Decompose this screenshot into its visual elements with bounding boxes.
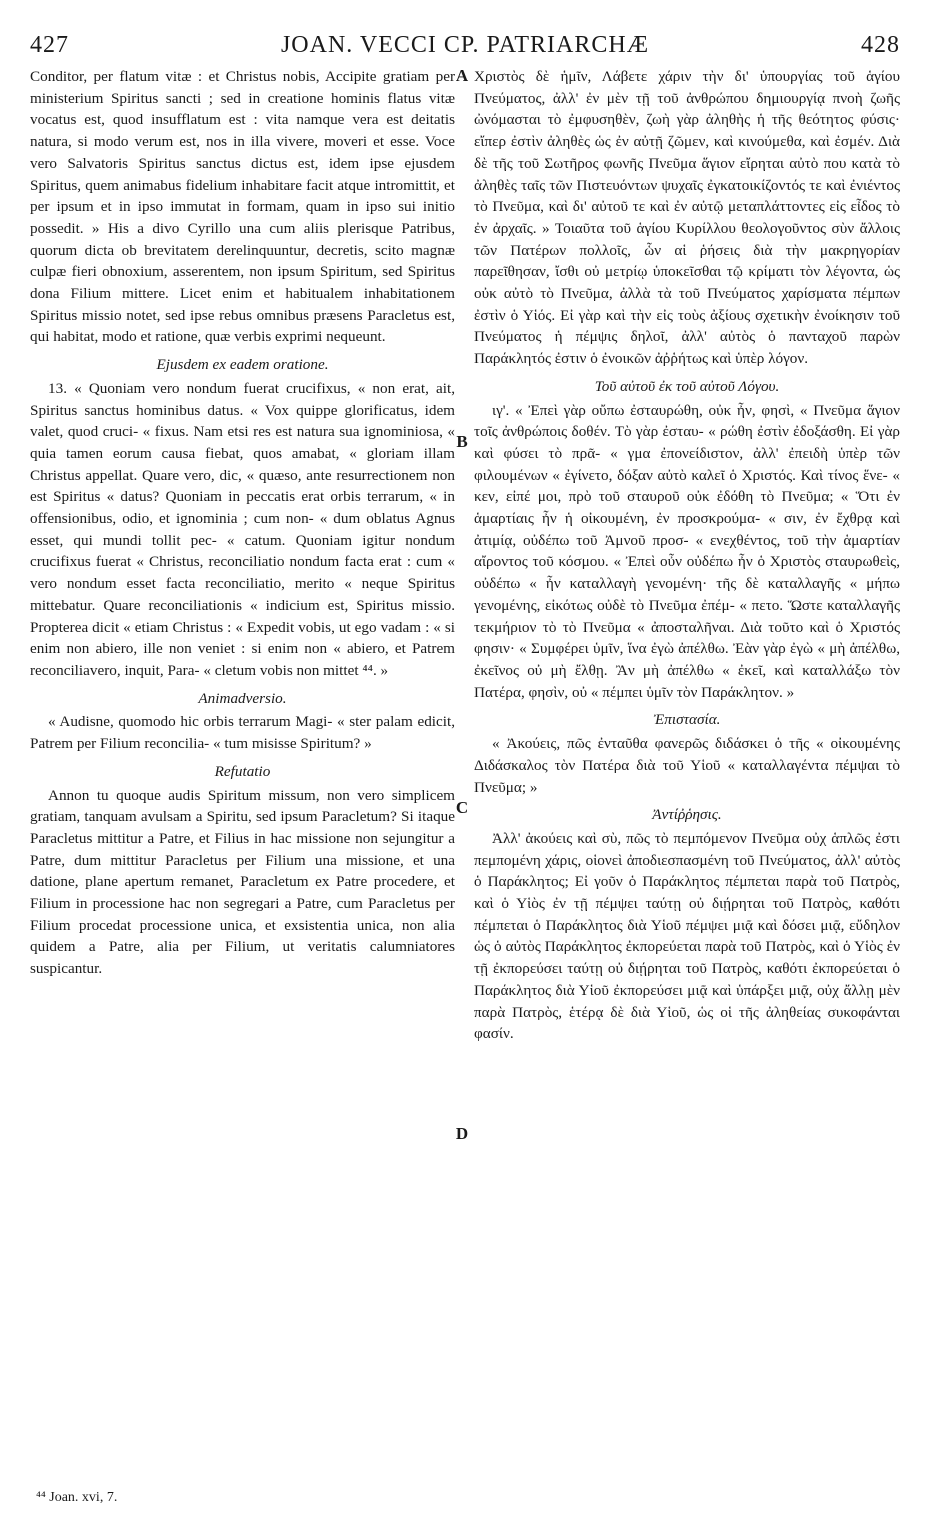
running-title: JOAN. VECCI CP. PATRIARCHÆ <box>280 32 650 58</box>
page-number-left: 427 <box>30 32 69 58</box>
greek-heading-antirrhesis: Ἀντίῤῥησις. <box>652 806 722 824</box>
greek-heading-tou-autou: Τοῦ αὐτοῦ ἐκ τοῦ αὐτοῦ Λόγου. <box>594 377 780 395</box>
latin-heading-animadversio: Animadversio. <box>198 689 287 707</box>
margin-marker-a: A <box>455 66 469 85</box>
margin-marker-d: D <box>455 1124 469 1143</box>
latin-heading-ejusdem: Ejusdem ex eadem oratione. <box>156 356 329 374</box>
latin-paragraph-1: Conditor, per flatum vitæ : et Christus nobis, Accipite gratiam per ministerium Spiritus sancti ; sed in creatione hominis flatus vitæ vocatus est, quod insufflatum est : vita namque vera est deitatis natura, si modo verum est, nos in illa vivere, moveri et esse. Voce vero Salvatoris Spiritus sanctus dictus est, idem ipse ejusdem Spiritus, quem animabus fidelium inhabitare facit atque intromittit, et per ipsum et in ipso immutat in formam, quam in ipso sui initio possedit. » His a divo Cyrillo una cum aliis plerisque Patribus, quorum dicta ob brevitatem derelinquuntur, decretis, scito magnæ culpæ fieri obnoxium, asserentem, non ipsum Spiritum, sed Spiritus dona Filium mittere. Licet enim et habitualem inhabitationem Spiritus missio notet, sed ipse rebus omnibus præsens Paracletus est, qui habitat, modo et ratione, quæ verbis exprimi nequeunt. <box>30 68 455 346</box>
latin-column <box>30 66 455 980</box>
latin-paragraph-3: « Audisne, quomodo hic orbis terrarum Magi- « ster palam edicit, Patrem per Filium reconcilia- « tum misisse Spiritum? » <box>30 713 455 753</box>
greek-paragraph-3: « Ἀκούεις, πῶς ἐνταῦθα φανερῶς διδάσκει ὁ τῆς « οἰκουμένης Διδάσκαλος τὸν Πατέρα διὰ τοῦ Υἱοῦ « καταλλαγέντα πέμψαι τὸ Πνεῦμα; » <box>474 735 900 796</box>
footnote: ⁴⁴ Joan. xvi, 7. <box>36 1490 118 1505</box>
latin-heading-refutatio: Refutatio <box>214 762 271 780</box>
greek-paragraph-2: ιγ'. « Ἐπεὶ γὰρ οὔπω ἐσταυρώθη, οὐκ ἦν, φησὶ, « Πνεῦμα ἅγιον τοῖς ἀνθρώποις δοθέν. Τὸ γὰρ ἐσταυ- « ρώθη ἐστὶν ἐδοξάσθη. Εἰ γὰρ καὶ φύσει τὸ πρᾶ- « γμα ἐπονείδιστον, ἀλλ' ἐπειδὴ ὑπὲρ τῶν φιλουμένων « ἐγίνετο, δόξαν αὐτὸ καλεῖ ὁ Χριστός. Καὶ τίνος ἕνε- « κεν, εἰπέ μοι, πρὸ τοῦ σταυροῦ οὐκ ἐδόθη τὸ Πνεῦμα; « Ὅτι ἐν ἁμαρτίαις ἦν ἡ οἰκουμένη, ἐν προσκρούμα- « σιν, ἐν ἔχθρᾳ καὶ ἀτιμίᾳ, οὐδέπω τοῦ Ἀμνοῦ προσ- « ενεχθέντος, τοῦ τὴν ἁμαρτίαν αἴροντος τοῦ κόσμου. « Ἐπεὶ οὖν οὐδέπω ἦν ὁ Χριστὸς σταυρωθεὶς, οὐδέπω « ἦν καταλλαγὴ γενομένη· τῆς δὲ καταλλαγῆς « μήπω γενομένης, εἰκότως οὐδὲ τὸ Πνεῦμα ἐπέμ- « πετο. Ὥστε καταλλαγῆς τεκμήριον τὸ τὸ Πνεῦμα « ἀποσταλῆναι. Διὰ τοῦτο καὶ ὁ Χριστός φησιν· « Συμφέρει ὑμῖν, ἵνα ἐγὼ ἀπέλθω. Ἐὰν γὰρ ἐγὼ « μὴ ἀπέλθω, ἐκεῖνος οὐ μὴ ἔλθῃ. Ἂν μὴ ἀπέλθω « ἐκεῖ, καὶ καταλλάξω τὸν Πατέρα, φησὶν, οὐ « πέμπει ὑμῖν τὸν Παράκλητον. » <box>474 401 900 701</box>
margin-marker-b: B <box>456 432 468 451</box>
greek-heading-epistasia: Ἐπιστασία. <box>653 711 721 729</box>
latin-paragraph-4: Annon tu quoque audis Spiritum missum, non vero simplicem gratiam, tanquam avulsam a Spiritu, sed ipsum Paracletum? Si itaque Paracletus mittitur a Patre, et Filius in hac missione non sejungitur a Patre, dum mittitur Paracletus per Filium una missione, et una datione, plane apertum remanet, Paracletum ex Patre procedere, et Filium in processione hac non segregari a Patre, cum Paracletus per Filium procedat processione unica, et exsistentia unica, non alia quidem a Patre, alia per Filium, ut veritatis calumniatores suspicantur. <box>30 786 455 978</box>
page-number-right: 428 <box>861 32 900 58</box>
margin-marker-c: C <box>455 798 469 817</box>
latin-paragraph-2: 13. « Quoniam vero nondum fuerat crucifixus, « non erat, ait, Spiritus sanctus hominibus datus. « Vox quippe glorificatus, idem valet, quod cruci- « fixus. Nam etsi res est natura sua ignominiosa, « quia tamen eorum causa fiebat, quos amabat, « gloriam illam Christus appellat. Quare vero, dic, « quæso, ante resurrectionem non est Spiritus « datus? Quoniam in peccatis erat orbis terrarum, « in offensionibus, odio, et ignominia ; cum non- « dum oblatus Agnus esset, qui mundi tollit pec- « catum. Quoniam igitur nondum crucifixus fuerat « Christus, reconciliatio nondum facta erat : cum « vero nondum esset facta reconciliatio, merito « neque Spiritus mittebatur. Quare reconciliationis « indicium est, Spiritus missio. Propterea dicit « etiam Christus : « Expedit vobis, ut ego vadam : « si enim non abiero, ille non veniet : si enim non « abiero, et Patrem reconciliavero, inquit, Para- « cletum vobis non mittet ⁴⁴. » <box>30 379 455 679</box>
greek-paragraph-4: Ἀλλ' ἀκούεις καὶ σὺ, πῶς τὸ πεμπόμενον Πνεῦμα οὐχ ἁπλῶς ἐστι πεμπομένη χάρις, οἱονεὶ ἀποδιεσπασμένη τοῦ Πνεύματος, ἀλλ' αὐτὸς ὁ Παράκλητος; Εἰ γοῦν ὁ Παράκλητος πέμπεται παρὰ τοῦ Πατρὸς, καὶ ὁ Υἱὸς ἐν τῇ πέμψει ταύτῃ οὐ διῄρηται τοῦ Πατρὸς, καθότι πέμπεται ὁ Παράκλητος διὰ Υἱοῦ πέμψει μιᾷ καὶ δόσει μιᾷ, εὔδηλον ὡς ὁ αὐτὸς Παράκλητος ἐκπορεύεται παρὰ τοῦ Πατρὸς, καὶ ὁ Υἱὸς ἐν τῇ ἐκπορεύσει ταύτῃ οὐ διῄρηται τοῦ Πατρὸς, καθότι ἐκπορεύεται ὁ Παράκλητος διὰ Υἱοῦ ἐκπορεύσει μιᾷ καὶ ὑπάρξει μιᾷ, οὐχ ἄλλῃ μὲν παρὰ Πατρὸς, ἑτέρᾳ δὲ διὰ Υἱοῦ, ὡς οἱ τῆς ἀληθείας συκοφάνται φασίν. <box>474 829 900 1043</box>
running-header <box>30 32 900 62</box>
greek-column <box>474 66 900 1045</box>
greek-paragraph-1: Χριστὸς δὲ ἡμῖν, Λάβετε χάριν τὴν δι' ὑπουργίας τοῦ ἁγίου Πνεύματος, ἀλλ' ἐν μὲν τῇ τοῦ ἀνθρώπου δημιουργίᾳ πνοὴ ζωῆς ὠνόμασται τὸ ἐμφυσηθὲν, ζωὴ γὰρ ἀληθὴς ἡ τῆς θεότητος φύσις· εἴπερ ἐστὶν ἀληθὲς ὡς ἐν αὐτῇ ζῶμεν, καὶ κινούμεθα, καὶ ἐσμέν. Διὰ δὲ τῆς τοῦ Σωτῆρος φωνῆς Πνεῦμα ἅγιον εἴρηται αὐτὸ που κατὰ τὸ ἀληθὲς ταῖς τῶν Πιστευόντων ψυχαῖς ἐγκατοικίζοντός τε καὶ ἐνιέντος τὸ Πνεῦμα, καὶ δι' αὐτοῦ τε καὶ ἐν αὐτῷ μεταπλάττοντες εἰς εἶδος τὸ ἐν ἀρχαῖς. » Τοιαῦτα τοῦ ἁγίου Κυρίλλου θεολογοῦντος σὺν ἄλλοις τῶν Πατέρων πολλοῖς, ὧν αἱ ῥήσεις διὰ τὴν μακρηγορίαν παρεῖθησαν, ἴσθι οὐ μετρίῳ ὑποκεῖσθαι τῷ κρίματι τὸν λέγοντα, ὡς οὐκ αὐτὸ τὸ Πνεῦμα, ἀλλὰ τὰ τοῦ Πνεύματος χαρίσματα πέμπων ἐστὶν ὁ Υἱός. Εἰ γὰρ καὶ τὴν εἰς τοὺς ἀξίους σχετικὴν ἐνοίκησιν τοῦ Πνεύματος ἡ πέμψις δηλοῖ, ἀλλ' αὐτὸς ὁ πανταχοῦ παρὼν Παράκλητός ἐστιν ὁ ἐνοικῶν ἀῤῥήτως καὶ ὑπὲρ λόγον. <box>474 68 900 368</box>
